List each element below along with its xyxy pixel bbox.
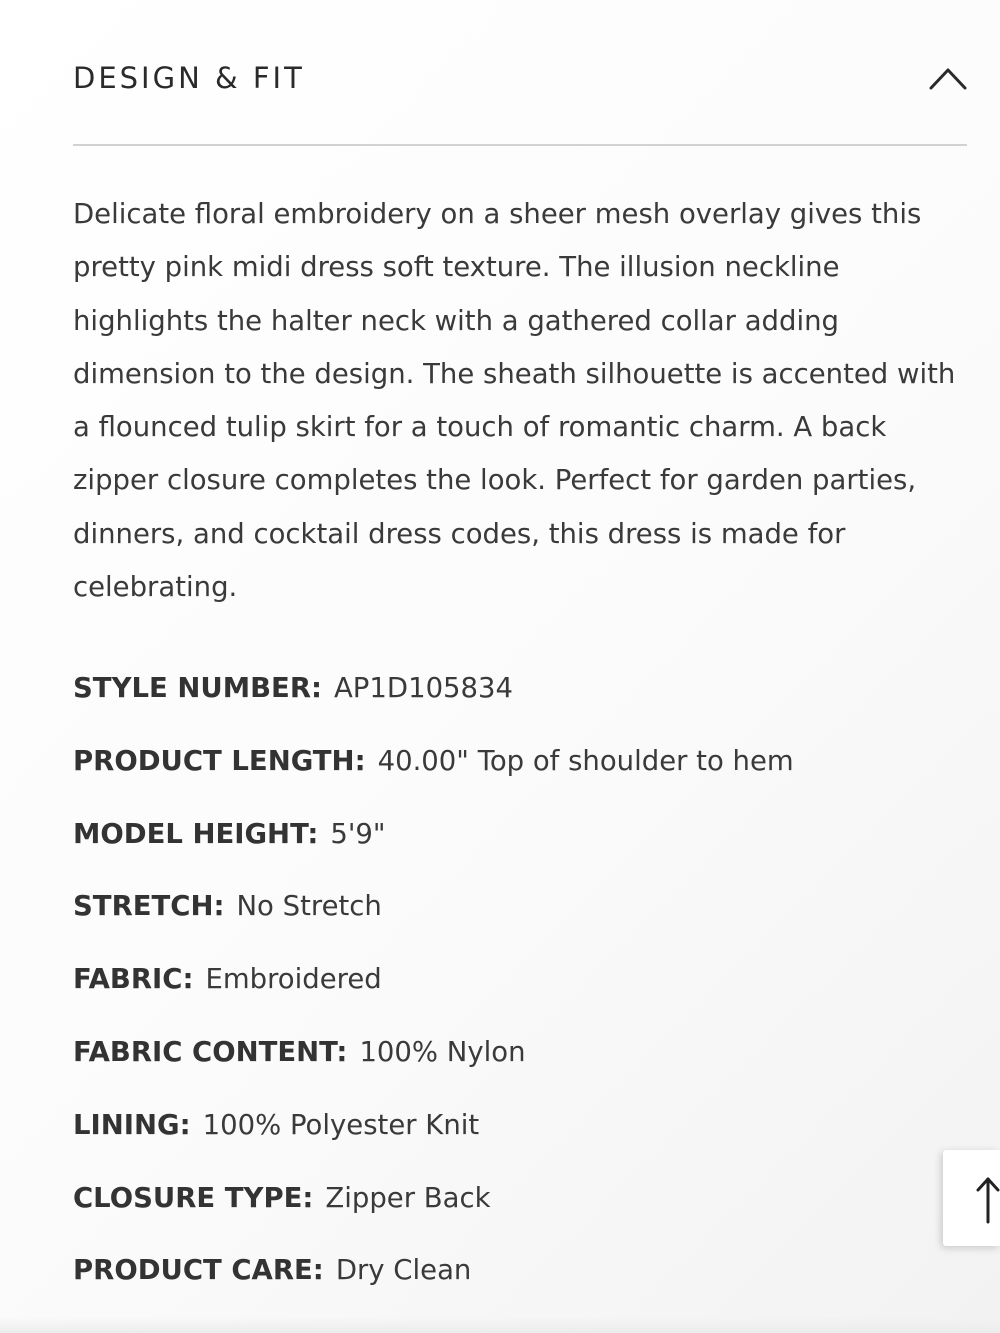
spec-style-number: [73, 662, 967, 735]
spec-label: CLOSURE TYPE:: [73, 1181, 314, 1214]
spec-value: 100% Nylon: [359, 1035, 526, 1068]
accordion-title: DESIGN & FIT: [73, 61, 305, 95]
spec-lining: [73, 1099, 967, 1172]
spec-fabric: [73, 953, 967, 1026]
spec-label: MODEL HEIGHT:: [73, 817, 319, 850]
spec-value: 5'9": [330, 817, 386, 850]
spec-value: Dry Clean: [335, 1254, 472, 1287]
spec-list: [73, 662, 967, 1317]
spec-label: STYLE NUMBER:: [73, 672, 322, 704]
chevron-up-icon[interactable]: [929, 64, 967, 92]
arrow-up-icon: [975, 1176, 1000, 1224]
spec-label: FABRIC CONTENT:: [73, 1035, 348, 1068]
spec-product-length: [73, 735, 967, 808]
spec-label: PRODUCT CARE:: [73, 1254, 324, 1287]
spec-value: AP1D105834: [334, 672, 514, 704]
spec-product-care: [73, 1244, 967, 1317]
back-to-top-button[interactable]: [943, 1150, 1000, 1246]
spec-stretch: [73, 880, 967, 953]
spec-label: FABRIC:: [73, 963, 194, 996]
spec-closure-type: [73, 1172, 967, 1245]
spec-label: LINING:: [73, 1108, 191, 1141]
product-description: Delicate floral embroidery on a sheer mesh overlay gives this pretty pink midi dress soft texture. The illusion neckline highlights the halter neck with a gathered collar adding dimension to the design. The sheath silhouette is accented with a flounced tulip skirt for a touch of romantic charm. A back zipper closure completes the look. Perfect for garden parties, dinners, and cocktail dress codes, this dress is made for celebrating.: [73, 198, 956, 604]
spec-value: Zipper Back: [325, 1181, 491, 1214]
bottom-edge-shade: [0, 1317, 1000, 1333]
spec-label: PRODUCT LENGTH:: [73, 744, 366, 777]
design-fit-accordion: [73, 0, 967, 1287]
spec-value: Embroidered: [205, 963, 382, 996]
spec-value: No Stretch: [236, 890, 382, 923]
spec-value: 100% Polyester Knit: [202, 1108, 480, 1141]
accordion-header[interactable]: [73, 0, 967, 146]
spec-value: 40.00" Top of shoulder to hem: [377, 744, 794, 777]
spec-fabric-content: [73, 1026, 967, 1099]
spec-model-height: [73, 808, 967, 881]
spec-label: STRETCH:: [73, 890, 225, 923]
